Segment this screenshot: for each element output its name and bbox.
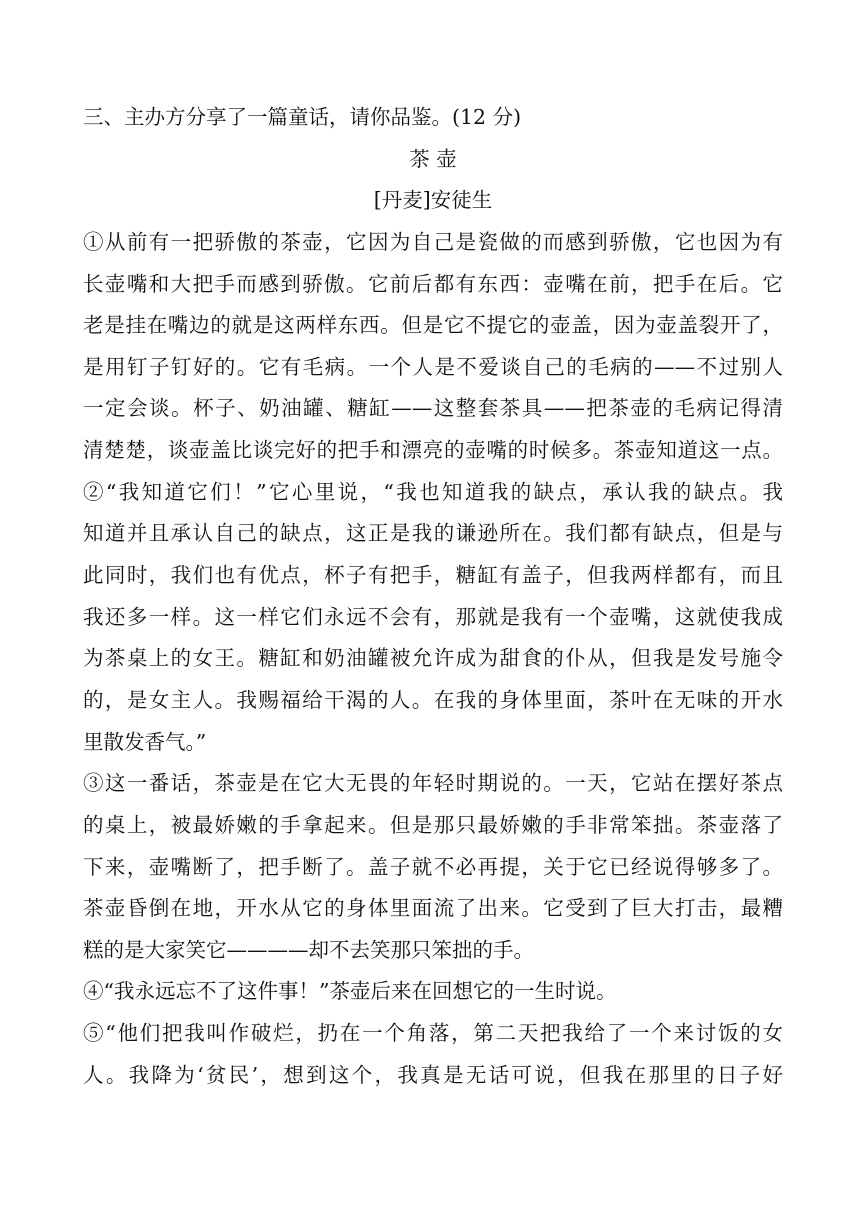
text-line: 的，是女主人。我赐福给干渴的人。在我的身体里面，茶叶在无味的开水: [83, 687, 783, 712]
text-line: ④“我永远忘不了这件事！”茶壶后来在回想它的一生时说。: [83, 979, 617, 1004]
text-line: 是用钉子钉好的。它有毛病。一个人是不爱谈自己的毛病的——不过别人: [83, 354, 783, 379]
paragraph-1: [83, 225, 783, 467]
text-line: 糕的是大家笑它————却不去笑那只笨拙的手。: [83, 937, 534, 962]
text-line: 知道并且承认自己的缺点，这正是我的谦逊所在。我们都有缺点，但是与: [83, 521, 783, 546]
text-line: ③这一番话，茶壶是在它大无畏的年轻时期说的。一天，它站在摆好茶点: [83, 771, 783, 796]
text-line: 一定会谈。杯子、奶油罐、糖缸——这整套茶具——把茶壶的毛病记得清: [83, 396, 783, 421]
text-line: 下来，壶嘴断了，把手断了。盖子就不必再提，关于它已经说得够多了。: [83, 854, 783, 879]
paragraph-3: [83, 766, 783, 967]
article-author: [丹麦]安徒生: [373, 188, 493, 213]
paragraph-2: [83, 475, 783, 759]
text-line: 里散发香气。”: [83, 729, 207, 754]
paragraph-5: [83, 1016, 783, 1092]
text-line: 此同时，我们也有优点，杯子有把手，糖缸有盖子，但我两样都有，而且: [83, 563, 783, 588]
text-line: 老是挂在嘴边的就是这两样东西。但是它不提它的壶盖，因为壶盖裂开了，: [83, 313, 783, 338]
article-title: 茶 壶: [409, 146, 457, 171]
text-line: 清楚楚，谈壶盖比谈完好的把手和漂亮的壶嘴的时候多。茶壶知道这一点。: [83, 438, 783, 463]
text-line: ②“我知道它们！”它心里说，“我也知道我的缺点，承认我的缺点。我: [83, 479, 783, 504]
paragraph-4: [83, 974, 783, 1008]
text-line: 的桌上，被最娇嫩的手拿起来。但是那只最娇嫩的手非常笨拙。茶壶落了: [83, 812, 783, 837]
text-line: 为茶桌上的女王。糖缸和奶油罐被允许成为甜食的仆从，但我是发号施令: [83, 646, 783, 671]
text-line: 长壶嘴和大把手而感到骄傲。它前后都有东西：壶嘴在前，把手在后。它: [83, 271, 783, 296]
text-line: 人。我降为‘贫民’，想到这个，我真是无话可说，但我在那里的日子好: [83, 1062, 783, 1087]
text-line: ①从前有一把骄傲的茶壶，它因为自己是瓷做的而感到骄傲，它也因为有: [83, 229, 783, 254]
document-page: [83, 100, 783, 1099]
text-line: ⑤“他们把我叫作破烂，扔在一个角落，第二天把我给了一个来讨饭的女: [83, 1021, 783, 1046]
text-line: 我还多一样。这一样它们永远不会有，那就是我有一个壶嘴，这就使我成: [83, 604, 783, 629]
text-line: 茶壶昏倒在地，开水从它的身体里面流了出来。它受到了巨大打击，最糟: [83, 896, 783, 921]
question-heading: 三、主办方分享了一篇童话，请你品鉴。(12 分): [83, 105, 522, 129]
